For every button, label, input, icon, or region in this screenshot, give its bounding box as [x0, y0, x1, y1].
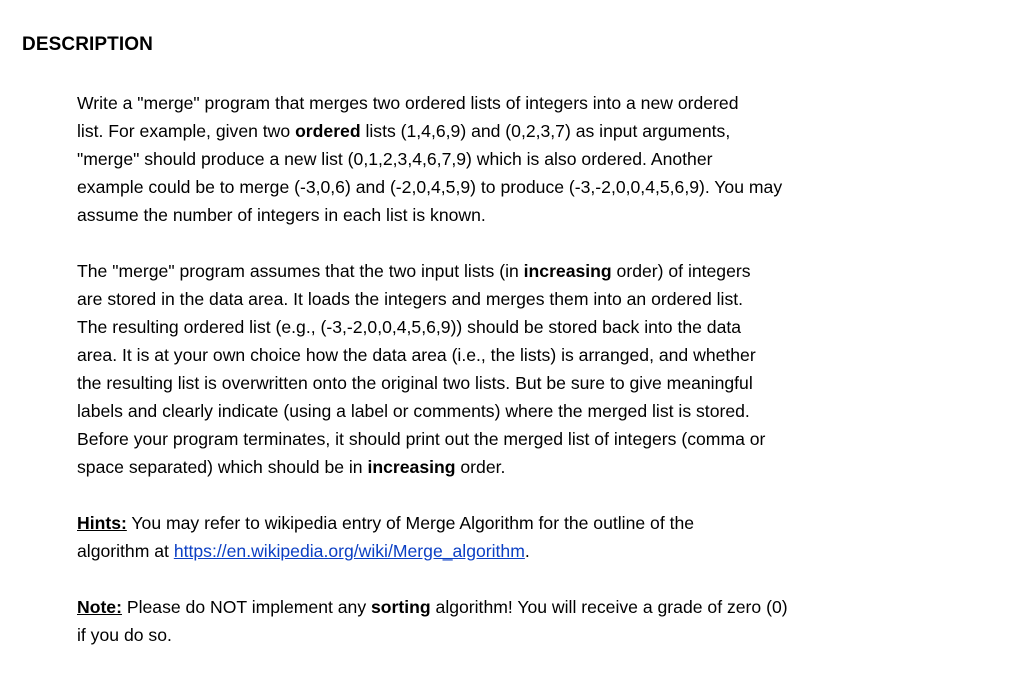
text-span: algorithm! You will receive a grade of zero (0): [430, 597, 788, 617]
paragraph-note: [77, 593, 927, 649]
text-line: Write a "merge" program that merges two ordered lists of integers into a new ordered: [77, 93, 739, 113]
text-line: [77, 117, 927, 145]
hints-label: Hints:: [77, 513, 127, 533]
emphasis-increasing: increasing: [367, 457, 456, 477]
section-heading: DESCRIPTION: [22, 34, 153, 55]
paragraph-requirements: [77, 257, 927, 481]
emphasis-ordered: ordered: [295, 121, 361, 141]
text-line: assume the number of integers in each list is known.: [77, 205, 486, 225]
text-line: are stored in the data area. It loads the integers and merges them into an ordered list.: [77, 289, 744, 309]
text-line: [77, 537, 927, 565]
text-line: [77, 453, 927, 481]
note-label: Note:: [77, 597, 122, 617]
text-span: lists (1,4,6,9) and (0,2,3,7) as input arguments,: [360, 121, 731, 141]
text-line: [77, 257, 927, 285]
text-line: [77, 509, 927, 537]
text-line: labels and clearly indicate (using a label or comments) where the merged list is stored.: [77, 401, 750, 421]
text-span: Please do NOT implement any: [121, 597, 372, 617]
text-line: if you do so.: [77, 625, 172, 645]
text-span: The "merge" program assumes that the two input lists (in: [77, 261, 524, 281]
text-span: order.: [455, 457, 506, 477]
paragraph-gap: [77, 481, 927, 509]
text-line: "merge" should produce a new list (0,1,2,3,4,6,7,9) which is also ordered. Another: [77, 149, 713, 169]
text-line: area. It is at your own choice how the data area (i.e., the lists) is arranged, and whether: [77, 345, 756, 365]
text-span: algorithm at: [77, 541, 174, 561]
paragraph-intro: [77, 89, 927, 229]
text-span: list. For example, given two: [77, 121, 296, 141]
text-line: [77, 593, 927, 621]
text-line: the resulting list is overwritten onto the original two lists. But be sure to give meaningful: [77, 373, 753, 393]
text-span: .: [524, 541, 530, 561]
paragraph-gap: [77, 229, 927, 257]
emphasis-sorting: sorting: [371, 597, 431, 617]
description-body: [77, 89, 927, 649]
text-span: You may refer to wikipedia entry of Merge Algorithm for the outline of the: [126, 513, 695, 533]
text-line: example could be to merge (-3,0,6) and (-2,0,4,5,9) to produce (-3,-2,0,0,4,5,6,9). You may: [77, 177, 783, 197]
emphasis-increasing: increasing: [523, 261, 612, 281]
text-line: The resulting ordered list (e.g., (-3,-2,0,0,4,5,6,9)) should be stored back into the data: [77, 317, 742, 337]
text-line: Before your program terminates, it should print out the merged list of integers (comma or: [77, 429, 766, 449]
paragraph-gap: [77, 565, 927, 593]
text-span: order) of integers: [611, 261, 751, 281]
text-span: space separated) which should be in: [77, 457, 368, 477]
paragraph-hints: [77, 509, 927, 565]
merge-algorithm-link[interactable]: https://en.wikipedia.org/wiki/Merge_algorithm: [173, 541, 525, 561]
